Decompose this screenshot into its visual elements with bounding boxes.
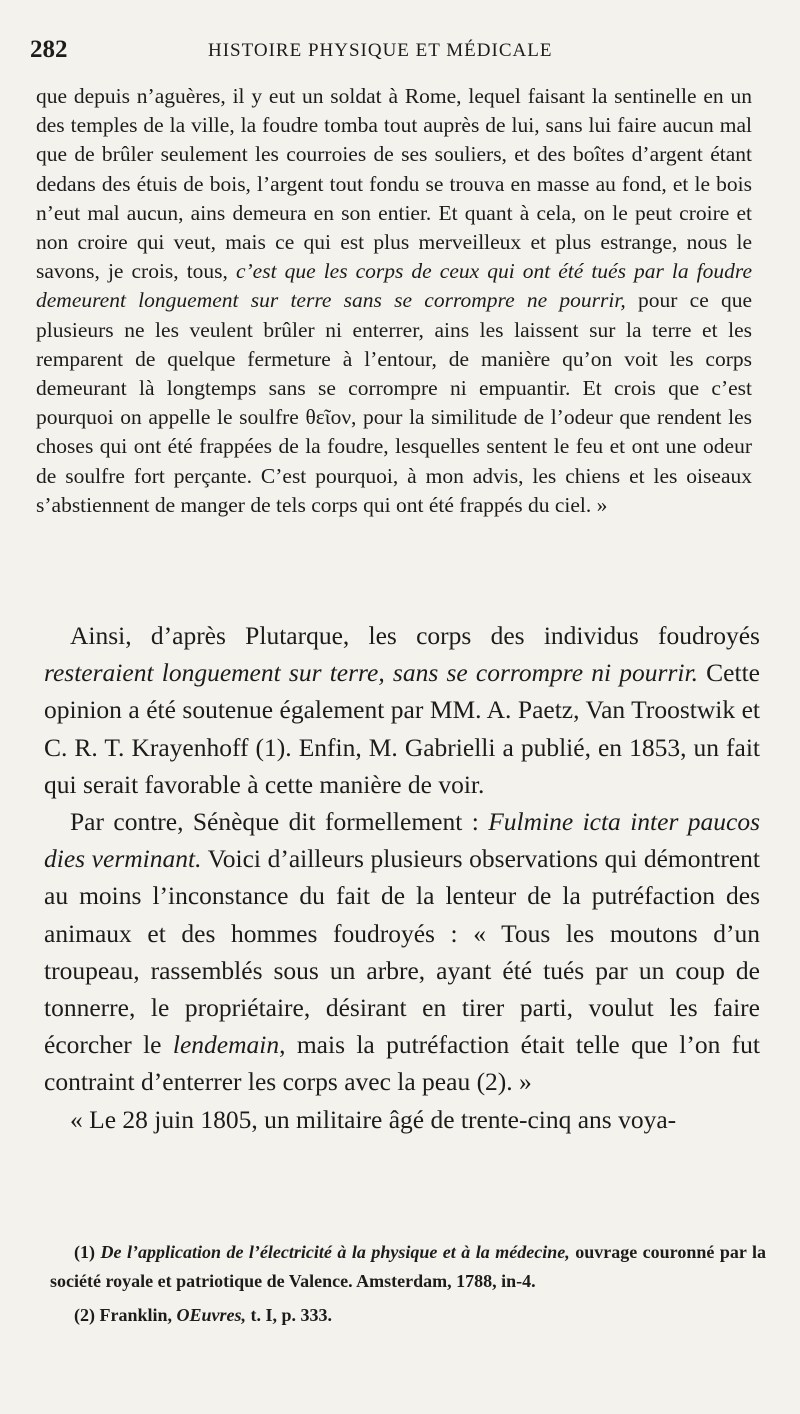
footnote-2-marker: (2) Franklin,	[74, 1305, 173, 1325]
body-p1-italic: resteraient longuement sur terre, sans se corrompre ni pourrir.	[44, 658, 698, 688]
body-paragraph-1	[44, 617, 760, 803]
running-head: HISTOIRE PHYSIQUE ET MÉDICALE	[208, 40, 553, 61]
main-text	[44, 617, 760, 1138]
footnote-2	[50, 1301, 766, 1330]
body-p1-text-a: Ainsi, d’après Plutarque, les corps des individus foudroyés	[70, 621, 760, 650]
footnote-2-text: t. I, p. 333.	[250, 1305, 333, 1325]
quoted-passage	[36, 82, 752, 520]
page-header	[30, 36, 752, 76]
body-p2-italic: Fulmine icta inter paucos dies verminant.	[44, 807, 760, 874]
footnote-1-title: De l’application de l’électricité à la physique et à la médecine,	[100, 1242, 570, 1262]
body-p2-text-c: , mais la putréfaction était telle que l’on fut contraint d’enterrer les corps avec la peau (2). »	[44, 1030, 761, 1097]
body-p1-text-b: Cette opinion a été soutenue également par MM. A. Paetz, Van Troostwik et C. R. T. Krayenhoff (1). Enfin, M. Gabrielli a publié, en 1853, un fait qui serait favorable à cette manière de voir.	[44, 658, 760, 799]
quote-paragraph	[36, 82, 752, 520]
quote-text-c: pour la similitude de l’odeur que rendent les choses qui ont été frappées de la foudre, lesquelles sentent le feu et ont une odeur de soulfre fort perçante. C’est pourquoi, à mon advis, les chiens et les oiseaux s’abstiennent de manger de tels corps qui ont été frappés du ciel. »	[36, 405, 752, 517]
body-p2-text-a: Par contre, Sénèque dit formellement :	[70, 807, 479, 837]
greek-word: θεῖον,	[305, 405, 357, 430]
quote-text-b: pour ce que plusieurs ne les veulent brûler ni enterrer, ains les laissent sur la terre et les remparent de quelque fermeture à l’entour, de manière qu’on voit les corps demeurant là longtemps sans se corrompre ni empuantir. Et crois que c’est pourquoi on appelle le soulfre	[36, 288, 753, 430]
footnote-2-title: OEuvres,	[176, 1305, 247, 1325]
quote-italic-text: c’est que les corps de ceux qui ont été tués par la foudre demeurent longuement sur terre sans se corrompre ne pourrir,	[36, 259, 752, 313]
footnote-1-text: ouvrage couronné par la société royale et patriotique de Valence. Amsterdam, 1788, in-4.	[50, 1242, 766, 1291]
footnotes	[50, 1238, 766, 1330]
quote-text-a: que depuis n’aguères, il y eut un soldat à Rome, lequel faisant la sentinelle en un des temples de la ville, la foudre tomba tout auprès de lui, sans lui faire aucun mal que de brûler seulement les courroies de ses souliers, et des boîtes d’argent étant dedans des étuis de bois, l’argent tout fondu se trouva en masse au fond, et le bois n’eut mal aucun, ains demeura en son entier. Et quant à cela, on le peut croire et non croire qui veut, mais ce qui est plus merveilleux et plus estrange, nous le savons, je crois, tous,	[36, 84, 752, 284]
body-paragraph-3: « Le 28 juin 1805, un militaire âgé de trente-cinq ans voya-	[70, 1104, 677, 1134]
body-paragraph-2	[44, 803, 760, 1101]
footnote-1-marker: (1)	[74, 1242, 95, 1262]
page-number: 282	[30, 36, 68, 63]
footnote-1	[50, 1238, 766, 1295]
body-p2-italic-2: lendemain	[172, 1030, 280, 1060]
body-p2-text-b: Voici d’ailleurs plusieurs observations qui démontrent au moins l’inconstance du fait de la lenteur de la putréfaction des animaux et des hommes foudroyés : « Tous les moutons d’un troupeau, rassemblés sous un arbre, ayant été tués par un coup de tonnerre, le propriétaire, désirant en tirer parti, voulut les faire écorcher le	[44, 844, 760, 1060]
